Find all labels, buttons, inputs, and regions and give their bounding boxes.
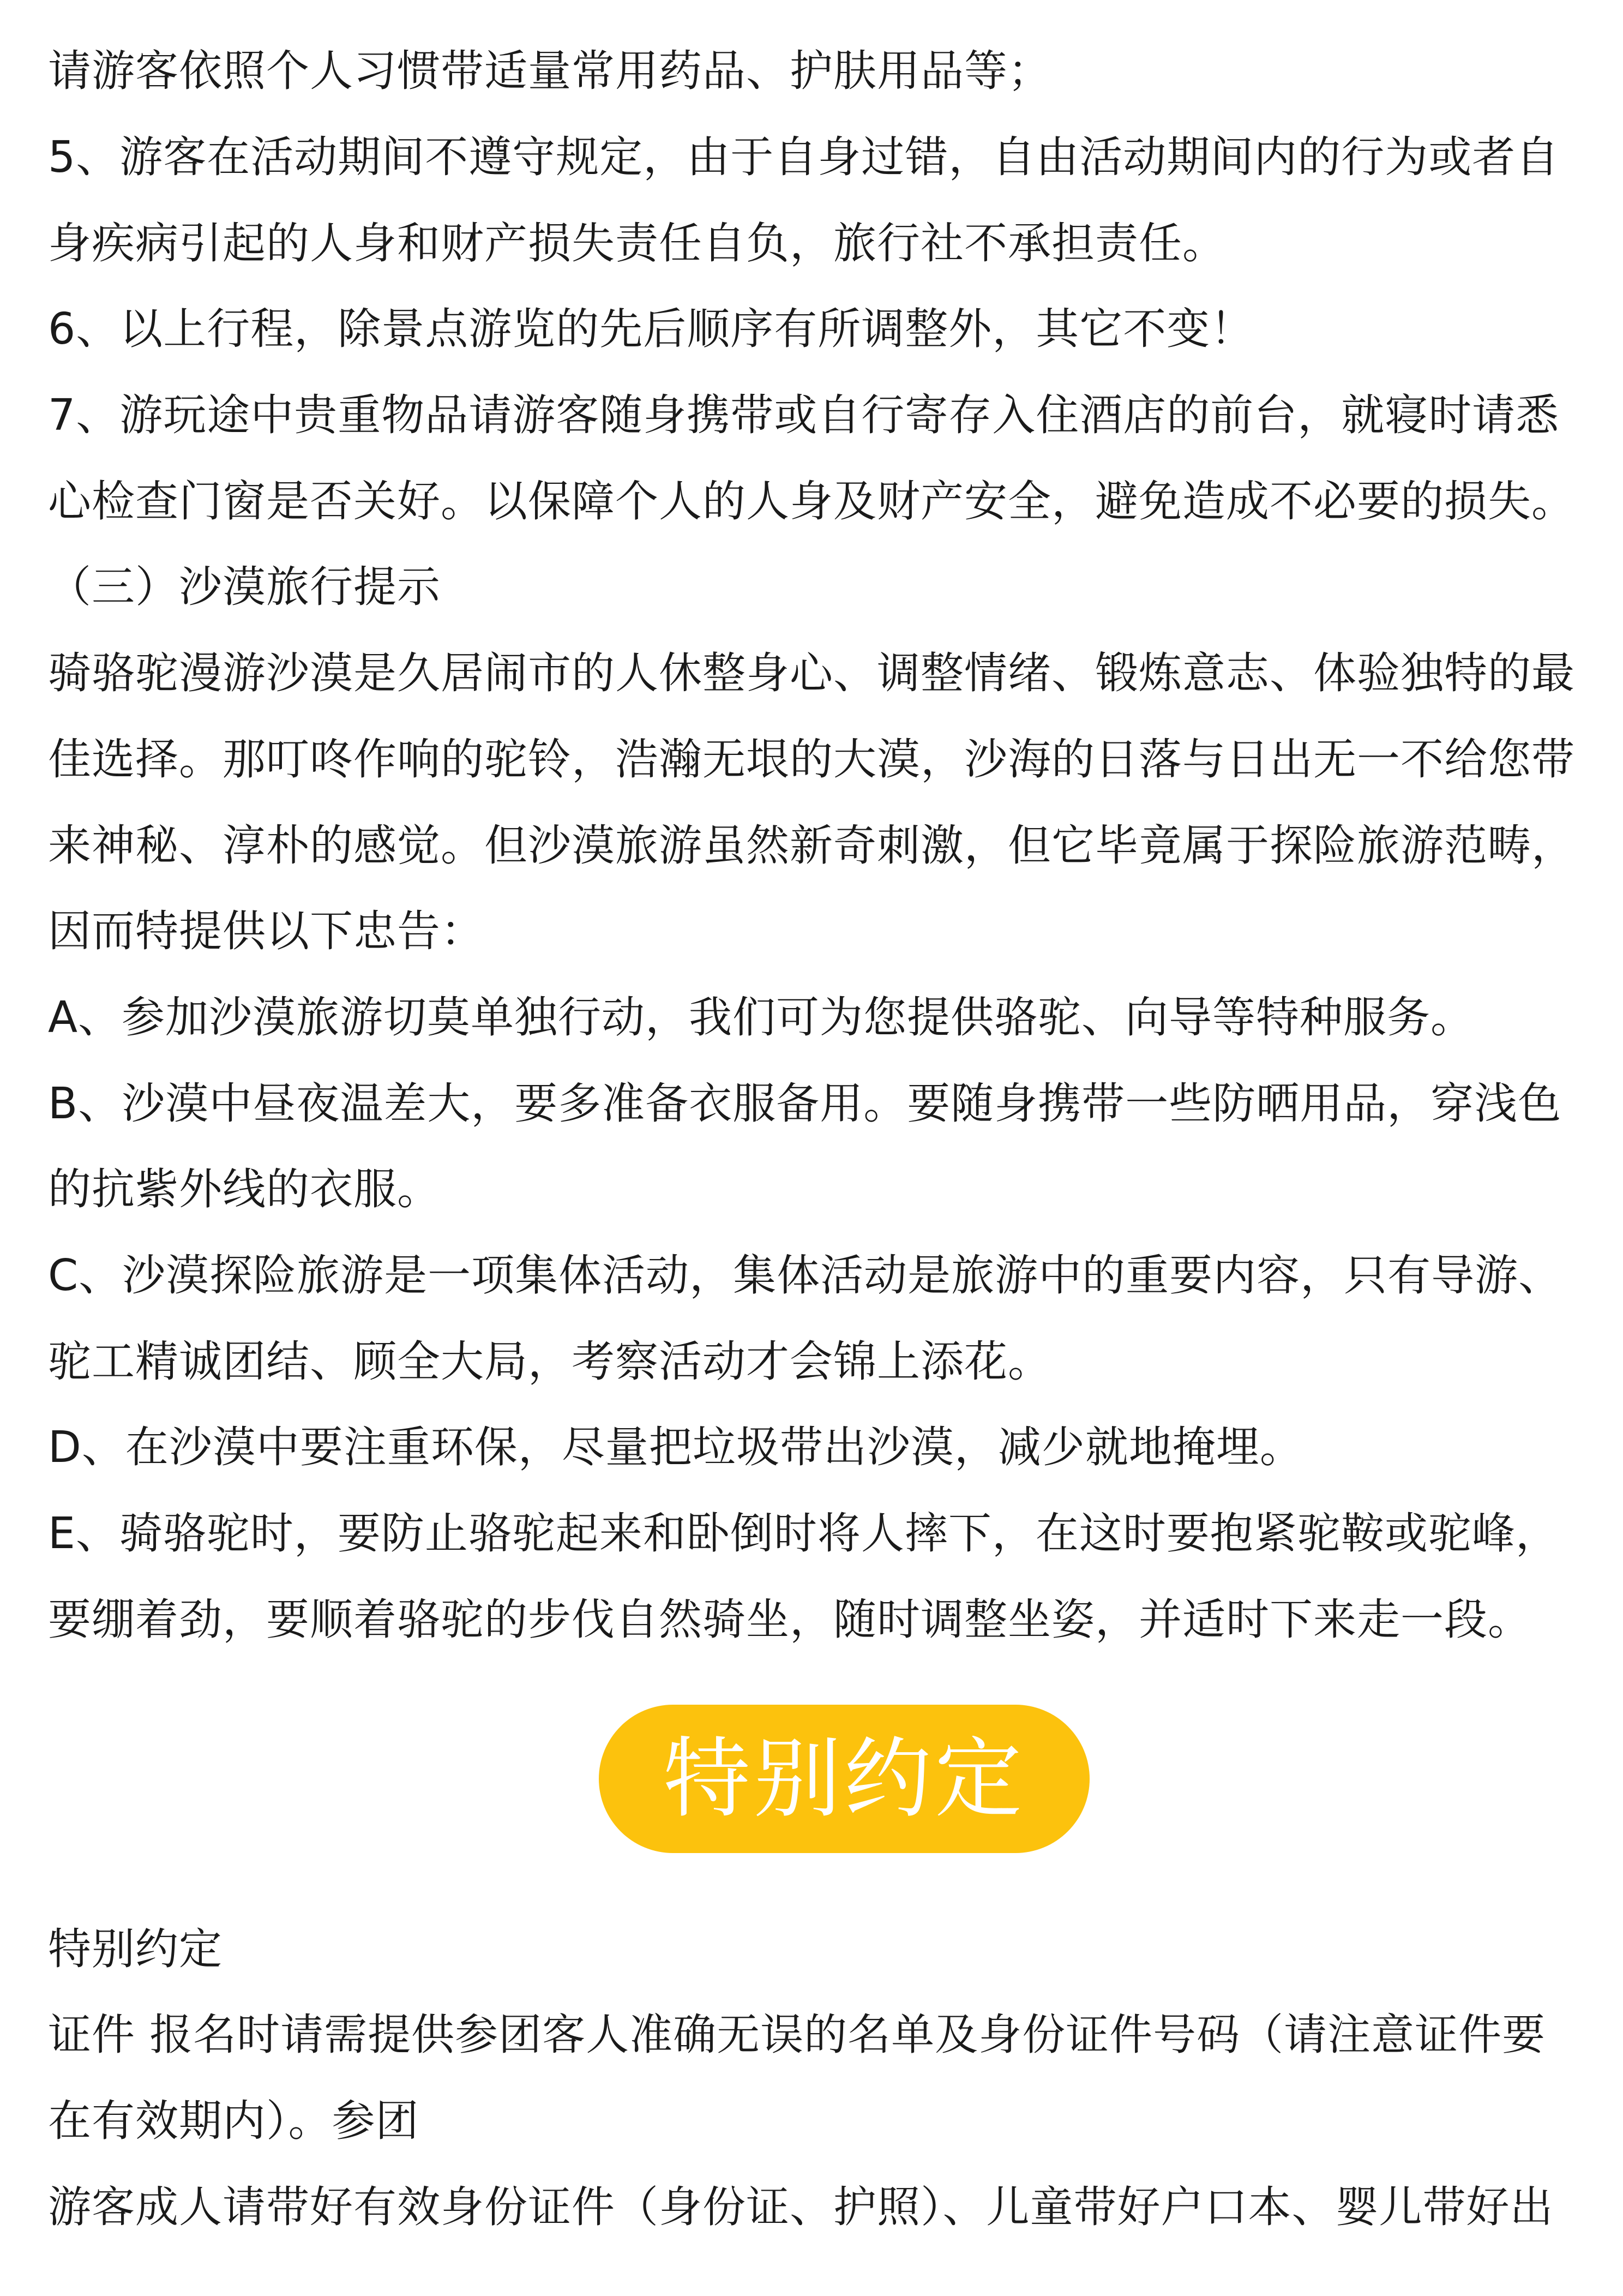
list-item: 驼工精诚团结、顾全大局，考察活动才会锦上添花。 [48, 1336, 1051, 1387]
paragraph-line: 骑骆驼漫游沙漠是久居闹市的人休整身心、调整情绪、锻炼意志、体验独特的最 [48, 648, 1575, 698]
special-agreement-banner [599, 1705, 1090, 1853]
list-item: 的抗紫外线的衣服。 [48, 1164, 441, 1214]
paragraph-line: 来神秘、淳朴的感觉。但沙漠旅游虽然新奇刺激，但它毕竟属于探险旅游范畴， [48, 820, 1575, 871]
list-item: 要绷着劲，要顺着骆驼的步伐自然骑坐，随时调整坐姿，并适时下来走一段。 [48, 1594, 1531, 1645]
paragraph-line: 游客成人请带好有效身份证件（身份证、护照）、儿童带好户口本、婴儿带好出 [48, 2182, 1554, 2232]
list-item: E、骑骆驼时，要防止骆驼起来和卧倒时将人摔下，在这时要抱紧驼鞍或驼峰， [48, 1508, 1559, 1558]
paragraph-line: 身疾病引起的人身和财产损失责任自负，旅行社不承担责任。 [48, 218, 1226, 268]
paragraph-line: 请游客依照个人习惯带适量常用药品、护肤用品等； [48, 46, 1051, 96]
paragraph-line: 5、游客在活动期间不遵守规定，由于自身过错，自由活动期间内的行为或者自 [48, 132, 1560, 182]
paragraph-line: 6、以上行程，除景点游览的先后顺序有所调整外，其它不变！ [48, 304, 1254, 354]
paragraph-line: 因而特提供以下忠告： [48, 906, 484, 956]
section-heading: 特别约定 [48, 1924, 223, 1974]
paragraph-line: 心检查门窗是否关好。以保障个人的人身及财产安全，避免造成不必要的损失。 [48, 476, 1575, 526]
paragraph-line: 佳选择。那叮咚作响的驼铃，浩瀚无垠的大漠，沙海的日落与日出无一不给您带 [48, 734, 1575, 784]
list-item: B、沙漠中昼夜温差大，要多准备衣服备用。要随身携带一些防晒用品，穿浅色 [48, 1078, 1562, 1129]
banner-title: 特别约定 [663, 1728, 1025, 1830]
list-item: D、在沙漠中要注重环保，尽量把垃圾带出沙漠，减少就地掩埋。 [48, 1422, 1303, 1472]
paragraph-line: 证件 报名时请需提供参团客人准确无误的名单及身份证件号码（请注意证件要 [48, 2010, 1546, 2060]
list-item: A、参加沙漠旅游切莫单独行动，我们可为您提供骆驼、向导等特种服务。 [48, 992, 1475, 1042]
list-item: C、沙漠探险旅游是一项集体活动，集体活动是旅游中的重要内容，只有导游、 [48, 1250, 1562, 1300]
paragraph-line: 7、游玩途中贵重物品请游客随身携带或自行寄存入住酒店的前台，就寝时请悉 [48, 390, 1560, 440]
section-heading: （三）沙漠旅行提示 [48, 562, 441, 612]
paragraph-line: 在有效期内）。参团 [48, 2096, 419, 2146]
